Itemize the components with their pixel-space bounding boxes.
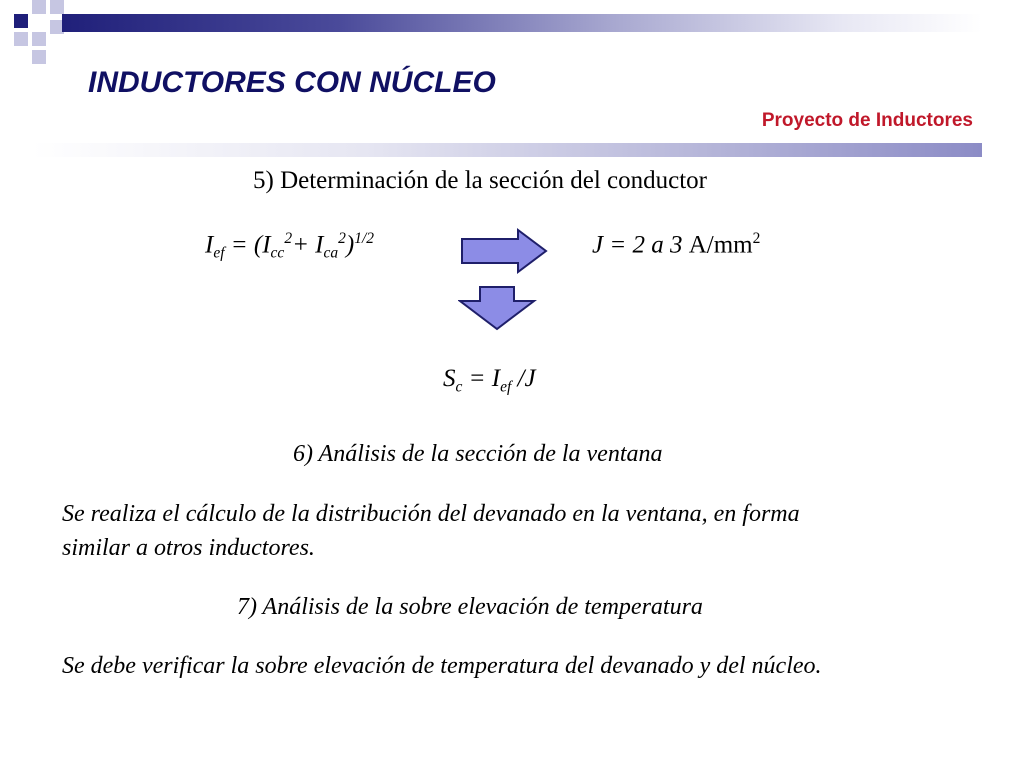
- decor-square-light-4: [32, 32, 46, 46]
- formula-sc: $S_c = I_{ef}$ /J: [443, 365, 536, 396]
- step6-paragraph: [62, 497, 982, 565]
- formula-ief: $I_{ef} = (I_{cc}^2+ I_{ca}^2)^{1/2}$: [205, 230, 375, 262]
- right-arrow-icon: [460, 228, 550, 274]
- decor-square-light-3: [14, 32, 28, 46]
- decor-square-light-2: [50, 0, 64, 14]
- slide-title: INDUCTORES CON NÚCLEO: [88, 66, 496, 99]
- step6-paragraph-line1: Se realiza el cálculo de la distribución del devanado en la ventana, en forma: [62, 501, 800, 527]
- decor-square-light-6: [32, 50, 46, 64]
- step7-paragraph: Se debe verificar la sobre elevación de temperatura del devanado y del núcleo.: [62, 653, 822, 679]
- step6-heading: 6) Análisis de la sección de la ventana: [293, 441, 663, 467]
- decor-square-light-1: [32, 0, 46, 14]
- slide-subtitle: Proyecto de Inductores: [761, 110, 973, 131]
- step6-paragraph-line2: similar a otros inductores.: [62, 535, 315, 561]
- down-arrow-icon: [458, 285, 538, 331]
- step7-heading: 7) Análisis de la sobre elevación de temperatura: [237, 594, 703, 620]
- decor-square-dark-1: [14, 14, 28, 28]
- header-gradient-bar: [62, 14, 982, 32]
- step5-heading: 5) Determinación de la sección del conductor: [253, 167, 707, 194]
- divider-gradient-bar: [32, 143, 982, 157]
- formula-j: J = 2 a 3 $A/mm^2$: [592, 230, 761, 259]
